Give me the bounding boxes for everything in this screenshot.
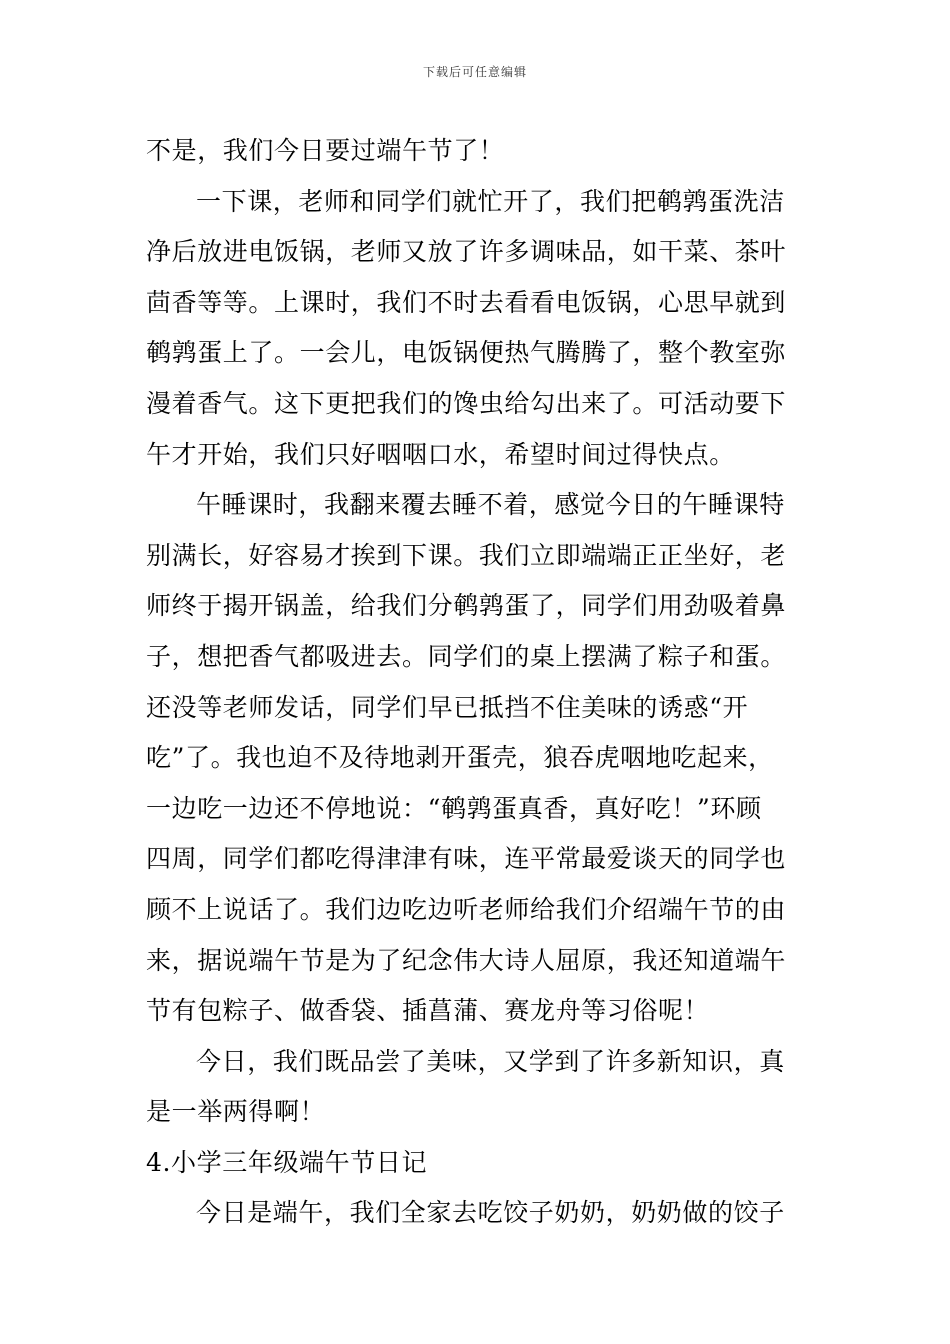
text-line: 师终于揭开锅盖，给我们分鹌鹑蛋了，同学们用劲吸着鼻 <box>146 591 787 621</box>
text-line: 一下课，老师和同学们就忙开了，我们把鹌鹑蛋洗洁 <box>196 186 785 216</box>
text-line: 不是，我们今日要过端午节了！ <box>146 136 505 165</box>
page-header: 下载后可任意编辑 <box>422 65 527 79</box>
body-text <box>146 126 808 1239</box>
text-line: 是一举两得啊！ <box>146 1097 326 1127</box>
text-line: 今日是端午，我们全家去吃饺子奶奶，奶奶做的饺子 <box>196 1198 785 1228</box>
text-line: 四周，同学们都吃得津津有味，连平常最爱谈天的同学也 <box>146 844 787 874</box>
text-line: 午才开始，我们只好咽咽口水，希望时间过得快点。 <box>146 439 735 469</box>
text-line: 一边吃一边还不停地说：“鹌鹑蛋真香，真好吃！”环顾 <box>146 793 762 823</box>
text-line: 鹌鹑蛋上了。一会儿，电饭锅便热气腾腾了，整个教室弥 <box>146 338 787 368</box>
section-heading: 4.小学三年级端午节日记 <box>146 1147 428 1177</box>
text-line: 别满长，好容易才挨到下课。我们立即端端正正坐好，老 <box>146 540 787 570</box>
text-line: 还没等老师发话，同学们早已抵挡不住美味的诱惑“开 <box>146 692 749 722</box>
text-line: 漫着香气。这下更把我们的馋虫给勾出来了。可活动要下 <box>146 388 787 418</box>
text-line: 净后放进电饭锅，老师又放了许多调味品，如干菜、茶叶 <box>146 237 787 267</box>
text-line: 节有包粽子、做香袋、插菖蒲、赛龙舟等习俗呢！ <box>146 996 710 1026</box>
text-line: 子，想把香气都吸进去。同学们的桌上摆满了粽子和蛋。 <box>146 641 787 671</box>
text-line: 顾不上说话了。我们边吃边听老师给我们介绍端午节的由 <box>146 894 787 924</box>
text-line: 吃”了。我也迫不及待地剥开蛋壳，狼吞虎咽地吃起来， <box>146 743 774 773</box>
text-line: 来，据说端午节是为了纪念伟大诗人屈原，我还知道端午 <box>146 945 787 975</box>
text-line: 茴香等等。上课时，我们不时去看看电饭锅，心思早就到 <box>146 287 787 317</box>
text-line: 午睡课时，我翻来覆去睡不着，感觉今日的午睡课特 <box>196 490 785 520</box>
text-line: 今日，我们既品尝了美味，又学到了许多新知识，真 <box>196 1046 785 1076</box>
